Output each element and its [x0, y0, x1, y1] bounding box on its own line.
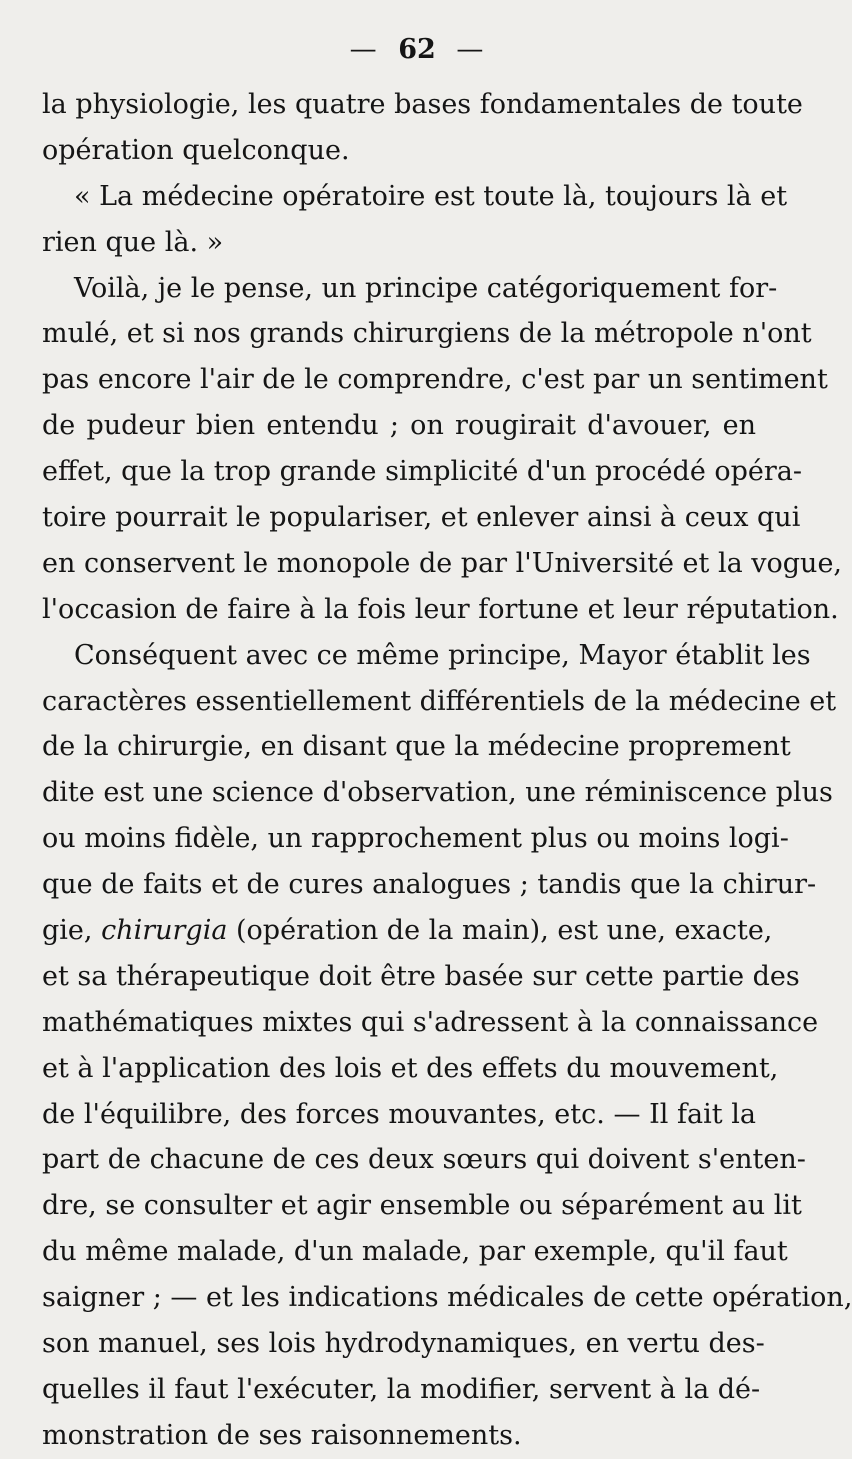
text-line: son manuel, ses lois hydrodynamiques, en vertu des- — [42, 1328, 765, 1360]
page-number-dash-left: — — [349, 34, 378, 65]
text-line: que de faits et de cures analogues ; tandis que la chirur- — [42, 869, 817, 901]
text-line: de l'équilibre, des forces mouvantes, etc. — Il fait la — [42, 1098, 756, 1130]
text-line: monstration de ses raisonnements. — [42, 1419, 522, 1451]
text-line: en conservent le monopole de par l'Université et la vogue, — [42, 547, 843, 579]
text-line: ou moins fidèle, un rapprochement plus ou moins logi- — [42, 823, 789, 855]
text-line: opération quelconque. — [42, 134, 350, 166]
text-line: saigner ; — et les indications médicales de cette opération, — [42, 1282, 852, 1314]
text-line: mathématiques mixtes qui s'adressent à la connaissance — [42, 1006, 819, 1038]
text-segment: gie, — [42, 915, 102, 947]
text-line: et à l'application des lois et des effets du mouvement, — [42, 1052, 779, 1084]
text-line: Conséquent avec ce même principe, Mayor établit les — [74, 639, 811, 671]
text-line: Voilà, je le pense, un principe catégoriquement for- — [74, 272, 778, 304]
text-line: quelles il faut l'exécuter, la modifier, servent à la dé- — [42, 1373, 761, 1405]
page-number: 62 — [398, 34, 436, 65]
text-line: rien que là. » — [42, 226, 224, 258]
text-line: de la chirurgie, en disant que la médecine proprement — [42, 731, 791, 763]
text-line: caractères essentiellement différentiels de la médecine et — [42, 685, 837, 717]
text-segment: (opération de la main), est une, exacte, — [227, 915, 773, 947]
italic-term: chirurgia — [101, 915, 228, 947]
text-line: effet, que la trop grande simplicité d'un procédé opéra- — [42, 456, 803, 488]
text-line: « La médecine opératoire est toute là, toujours là et — [74, 180, 788, 212]
text-line-with-italic — [42, 908, 773, 954]
text-line: toire pourrait le populariser, et enlever ainsi à ceux qui — [42, 502, 801, 534]
text-line: la physiologie, les quatre bases fondamentales de toute — [42, 89, 803, 120]
text-line: part de chacune de ces deux sœurs qui doivent s'enten- — [42, 1144, 806, 1176]
text-line: du même malade, d'un malade, par exemple, qu'il faut — [42, 1236, 788, 1268]
text-line: dre, se consulter et agir ensemble ou séparément au lit — [42, 1190, 802, 1222]
page-number-header — [78, 30, 756, 82]
text-line: dite est une science d'observation, une réminiscence plus — [42, 777, 833, 809]
text-line: l'occasion de faire à la fois leur fortune et leur réputation. — [42, 593, 839, 625]
text-line: pas encore l'air de le comprendre, c'est par un sentiment — [42, 364, 828, 396]
page-number-dash-right: — — [456, 34, 485, 65]
text-line: de pudeur bien entendu ; on rougirait d'avouer, en — [42, 410, 756, 442]
body-text — [42, 82, 852, 1459]
text-line: et sa thérapeutique doit être basée sur cette partie des — [42, 960, 800, 992]
text-line: mulé, et si nos grands chirurgiens de la métropole n'ont — [42, 318, 812, 350]
